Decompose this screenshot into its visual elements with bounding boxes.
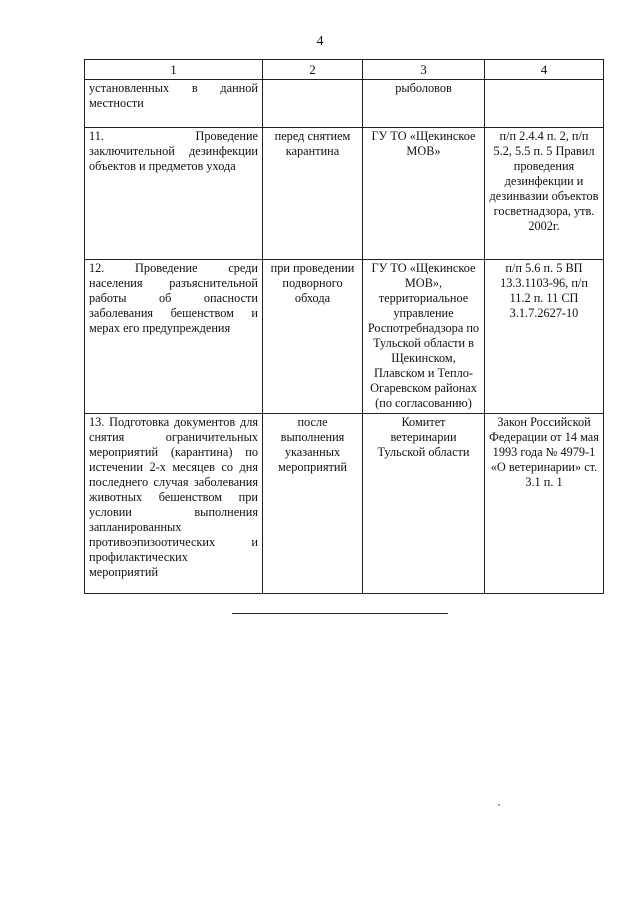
- table-row: [85, 128, 604, 260]
- timing-cell: после выполнения указанных мероприятий: [263, 414, 363, 594]
- table-row: [85, 260, 604, 414]
- table-row: [85, 80, 604, 128]
- table-header: [85, 60, 604, 80]
- measure-cell: 13. Подготовка документов для снятия ограничительных мероприятий (карантина) по истечении 2-х месяцев со дня последнего случая заболевания животных бешенством при условии выполнения запланированных противоэпизоотических и профилактических мероприятий: [85, 414, 263, 594]
- executor-cell: ГУ ТО «Щекинское МОВ», территориальное управление Роспотребнадзора по Тульской области в Щекинском, Плавском и Тепло-Огаревском районах (по согласованию): [363, 260, 485, 414]
- basis-cell: [485, 80, 604, 128]
- end-of-document-rule: [232, 613, 448, 614]
- timing-cell: при проведении подворного обхода: [263, 260, 363, 414]
- measure-cell: 11. Проведение заключительной дезинфекции объектов и предметов ухода: [85, 128, 263, 260]
- executor-cell: ГУ ТО «Щекинское МОВ»: [363, 128, 485, 260]
- basis-cell: Закон Российской Федерации от 14 мая 1993 года № 4979-1 «О ветеринарии» ст. 3.1 п. 1: [485, 414, 604, 594]
- executor-cell: рыболовов: [363, 80, 485, 128]
- timing-cell: перед снятием карантина: [263, 128, 363, 260]
- page-number: 4: [316, 34, 324, 49]
- table-row: [85, 414, 604, 594]
- timing-cell: [263, 80, 363, 128]
- measure-cell: установленных в данной местности: [85, 80, 263, 128]
- measure-cell: 12. Проведение среди населения разъяснительной работы об опасности заболевания бешенством и мерах его предупреждения: [85, 260, 263, 414]
- header-row: [85, 60, 604, 80]
- basis-cell: п/п 2.4.4 п. 2, п/п 5.2, 5.5 п. 5 Правил проведения дезинфекции и дезинвазии объектов госветнадзора, утв. 2002г.: [485, 128, 604, 260]
- measures-table: [84, 59, 604, 594]
- header-col-2: 2: [263, 60, 363, 80]
- executor-cell: Комитет ветеринарии Тульской области: [363, 414, 485, 594]
- header-col-3: 3: [363, 60, 485, 80]
- basis-cell: п/п 5.6 п. 5 ВП 13.3.1103-96, п/п 11.2 п. 11 СП 3.1.7.2627-10: [485, 260, 604, 414]
- header-col-4: 4: [485, 60, 604, 80]
- header-col-1: 1: [85, 60, 263, 80]
- scan-speck: [498, 804, 500, 806]
